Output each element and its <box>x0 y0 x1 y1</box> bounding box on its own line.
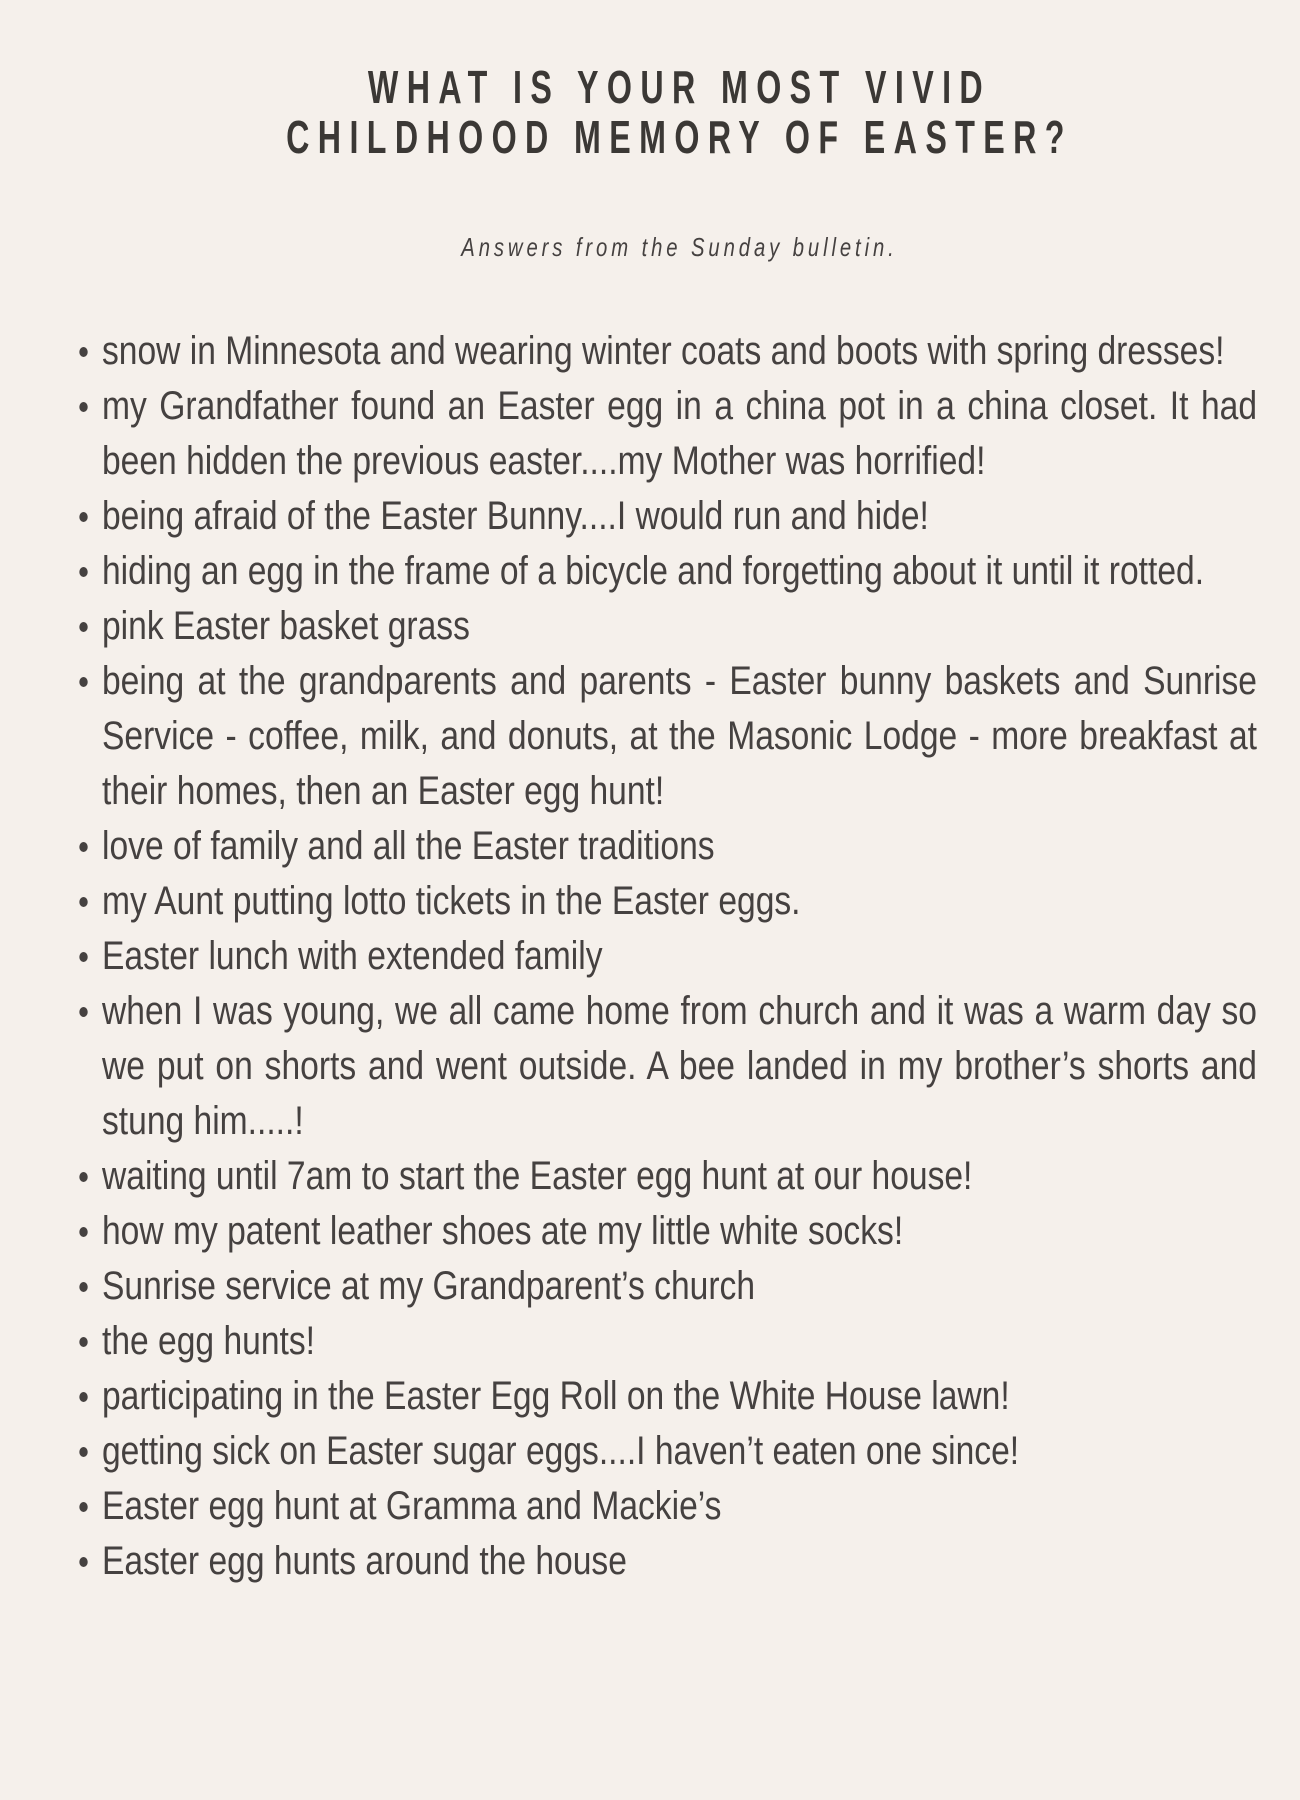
bullet-dot-icon <box>79 897 87 907</box>
list-item <box>102 599 1257 654</box>
bullet-dot-icon <box>79 1337 87 1347</box>
list-item <box>102 1479 1257 1534</box>
memory-text: getting sick on Easter sugar eggs....I haven’t eaten one since! <box>102 1429 1020 1473</box>
header <box>102 62 1257 262</box>
memory-text: my Aunt putting lotto tickets in the Easter eggs. <box>102 879 801 923</box>
bullet-dot-icon <box>79 1227 87 1237</box>
bullet-dot-icon <box>79 1447 87 1457</box>
list-item <box>102 984 1257 1149</box>
memory-text: Sunrise service at my Grandparent’s church <box>102 1264 756 1308</box>
memory-text: the egg hunts! <box>102 1319 315 1363</box>
memory-text: when I was young, we all came home from church and it was a warm day so we put on shorts and went outside. A bee landed in my brother’s shorts and stung him.....! <box>102 989 1257 1143</box>
subtitle: Answers from the Sunday bulletin. <box>461 232 898 262</box>
memories-list <box>102 324 1257 1589</box>
bullet-dot-icon <box>79 1392 87 1402</box>
list-item <box>102 379 1257 489</box>
list-item <box>102 1424 1257 1479</box>
page-title <box>275 62 1084 162</box>
memory-text: hiding an egg in the frame of a bicycle and forgetting about it until it rotted. <box>102 549 1205 593</box>
bullet-dot-icon <box>79 347 87 357</box>
bullet-dot-icon <box>79 1282 87 1292</box>
bullet-dot-icon <box>79 567 87 577</box>
bullet-dot-icon <box>79 1502 87 1512</box>
memory-text: Easter egg hunts around the house <box>102 1539 627 1583</box>
list-item <box>102 819 1257 874</box>
bullet-dot-icon <box>79 1007 87 1017</box>
memory-text: love of family and all the Easter traditions <box>102 824 715 868</box>
list-item <box>102 1259 1257 1314</box>
list-item <box>102 1204 1257 1259</box>
list-item <box>102 929 1257 984</box>
bullet-dot-icon <box>79 402 87 412</box>
bullet-dot-icon <box>79 952 87 962</box>
bullet-dot-icon <box>79 1557 87 1567</box>
list-item <box>102 489 1257 544</box>
memory-text: waiting until 7am to start the Easter egg hunt at our house! <box>102 1154 973 1198</box>
memory-text: being at the grandparents and parents - Easter bunny baskets and Sunrise Service - coffee, milk, and donuts, at the Masonic Lodge - more breakfast at their homes, then an Easter egg hunt! <box>102 659 1257 813</box>
list-item <box>102 1369 1257 1424</box>
list-item <box>102 544 1257 599</box>
bullet-dot-icon <box>79 677 87 687</box>
memory-text: being afraid of the Easter Bunny....I would run and hide! <box>102 494 929 538</box>
bullet-dot-icon <box>79 842 87 852</box>
memory-text: my Grandfather found an Easter egg in a china pot in a china closet. It had been hidden the previous easter....my Mother was horrified! <box>102 384 1257 483</box>
list-item <box>102 1149 1257 1204</box>
list-item <box>102 874 1257 929</box>
memory-text: Easter egg hunt at Gramma and Mackie’s <box>102 1484 722 1528</box>
memory-text: snow in Minnesota and wearing winter coats and boots with spring dresses! <box>102 329 1225 373</box>
memory-text: participating in the Easter Egg Roll on the White House lawn! <box>102 1374 1010 1418</box>
memory-text: Easter lunch with extended family <box>102 934 603 978</box>
list-item <box>102 1534 1257 1589</box>
title-line-2: CHILDHOOD MEMORY OF EASTER? <box>286 111 1073 163</box>
list-item <box>102 324 1257 379</box>
memory-text: how my patent leather shoes ate my little white socks! <box>102 1209 904 1253</box>
list-item <box>102 1314 1257 1369</box>
bullet-dot-icon <box>79 1172 87 1182</box>
title-line-1: WHAT IS YOUR MOST VIVID <box>367 61 992 113</box>
list-item <box>102 654 1257 819</box>
bullet-dot-icon <box>79 512 87 522</box>
bullet-dot-icon <box>79 622 87 632</box>
memory-text: pink Easter basket grass <box>102 604 470 648</box>
